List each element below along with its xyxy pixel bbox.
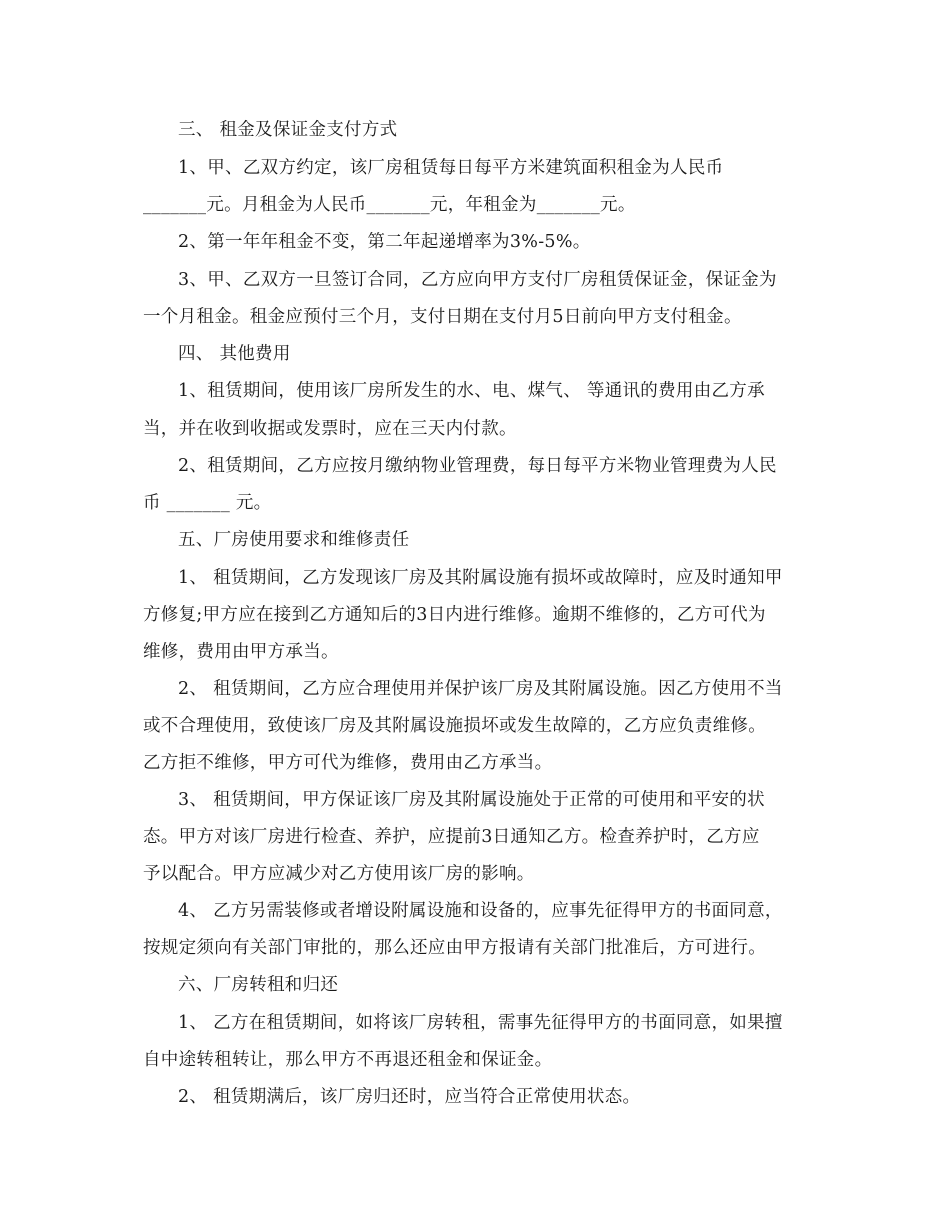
paragraph-line: 1、 乙方在租赁期间，如将该厂房转租，需事先征得甲方的书面同意，如果擅 [178, 1013, 783, 1033]
paragraph-line: 2、第一年年租金不变，第二年起递增率为3%-5%。 [178, 232, 591, 252]
paragraph-line: 自中途转租转让，那么甲方不再退还租金和保证金。 [143, 1050, 553, 1070]
paragraph-line: 3、甲、乙双方一旦签订合同，乙方应向甲方支付厂房租赁保证金，保证金为 [178, 270, 777, 290]
paragraph-line: 2、 租赁期满后，该厂房归还时，应当符合正常使用状态。 [178, 1087, 641, 1107]
paragraph-line: 4、 乙方另需装修或者增设附属设施和设备的，应事先征得甲方的书面同意， [178, 901, 783, 921]
paragraph-line: 1、 租赁期间，乙方发现该厂房及其附属设施有损坏或故障时，应及时通知甲 [178, 568, 783, 588]
paragraph-line: 按规定须向有关部门审批的，那么还应由甲方报请有关部门批准后，方可进行。 [143, 938, 766, 958]
paragraph-line: 2、 租赁期间，乙方应合理使用并保护该厂房及其附属设施。因乙方使用不当 [178, 679, 783, 699]
paragraph-line: 当，并在收到收据或发票时，应在三天内付款。 [143, 419, 517, 439]
paragraph-line: 方修复;甲方应在接到乙方通知后的3日内进行维修。逾期不维修的，乙方可代为 [143, 605, 766, 625]
section-heading-usage-maintenance: 五、厂房使用要求和维修责任 [178, 530, 410, 550]
paragraph-line: 1、租赁期间，使用该厂房所发生的水、电、煤气、 等通讯的费用由乙方承 [178, 381, 765, 401]
paragraph-line: 或不合理使用，致使该厂房及其附属设施损坏或发生故障的，乙方应负责维修。 [143, 716, 766, 736]
paragraph-line: 2、租赁期间，乙方应按月缴纳物业管理费，每日每平方米物业管理费为人民 [178, 456, 777, 476]
section-heading-other-fees: 四、 其他费用 [178, 344, 291, 364]
paragraph-line: 3、 租赁期间，甲方保证该厂房及其附属设施处于正常的可使用和平安的状 [178, 790, 765, 810]
paragraph-line: 乙方拒不维修，甲方可代为维修，费用由乙方承当。 [143, 753, 553, 773]
section-heading-rent-deposit: 三、 租金及保证金支付方式 [178, 120, 398, 140]
paragraph-line: 维修，费用由甲方承当。 [143, 642, 339, 662]
section-heading-sublease-return: 六、厂房转租和归还 [178, 975, 339, 995]
paragraph-line: 币 _______ 元。 [143, 493, 272, 513]
paragraph-line: _______元。月租金为人民币_______元，年租金为_______元。 [143, 195, 636, 215]
paragraph-line: 一个月租金。租金应预付三个月，支付日期在支付月5日前向甲方支付租金。 [143, 307, 742, 327]
paragraph-line: 态。甲方对该厂房进行检查、养护，应提前3日通知乙方。检查养护时，乙方应 [143, 827, 760, 847]
paragraph-line: 予以配合。甲方应减少对乙方使用该厂房的影响。 [143, 864, 535, 884]
paragraph-line: 1、甲、乙双方约定，该厂房租赁每日每平方米建筑面积租金为人民币 [178, 158, 724, 178]
